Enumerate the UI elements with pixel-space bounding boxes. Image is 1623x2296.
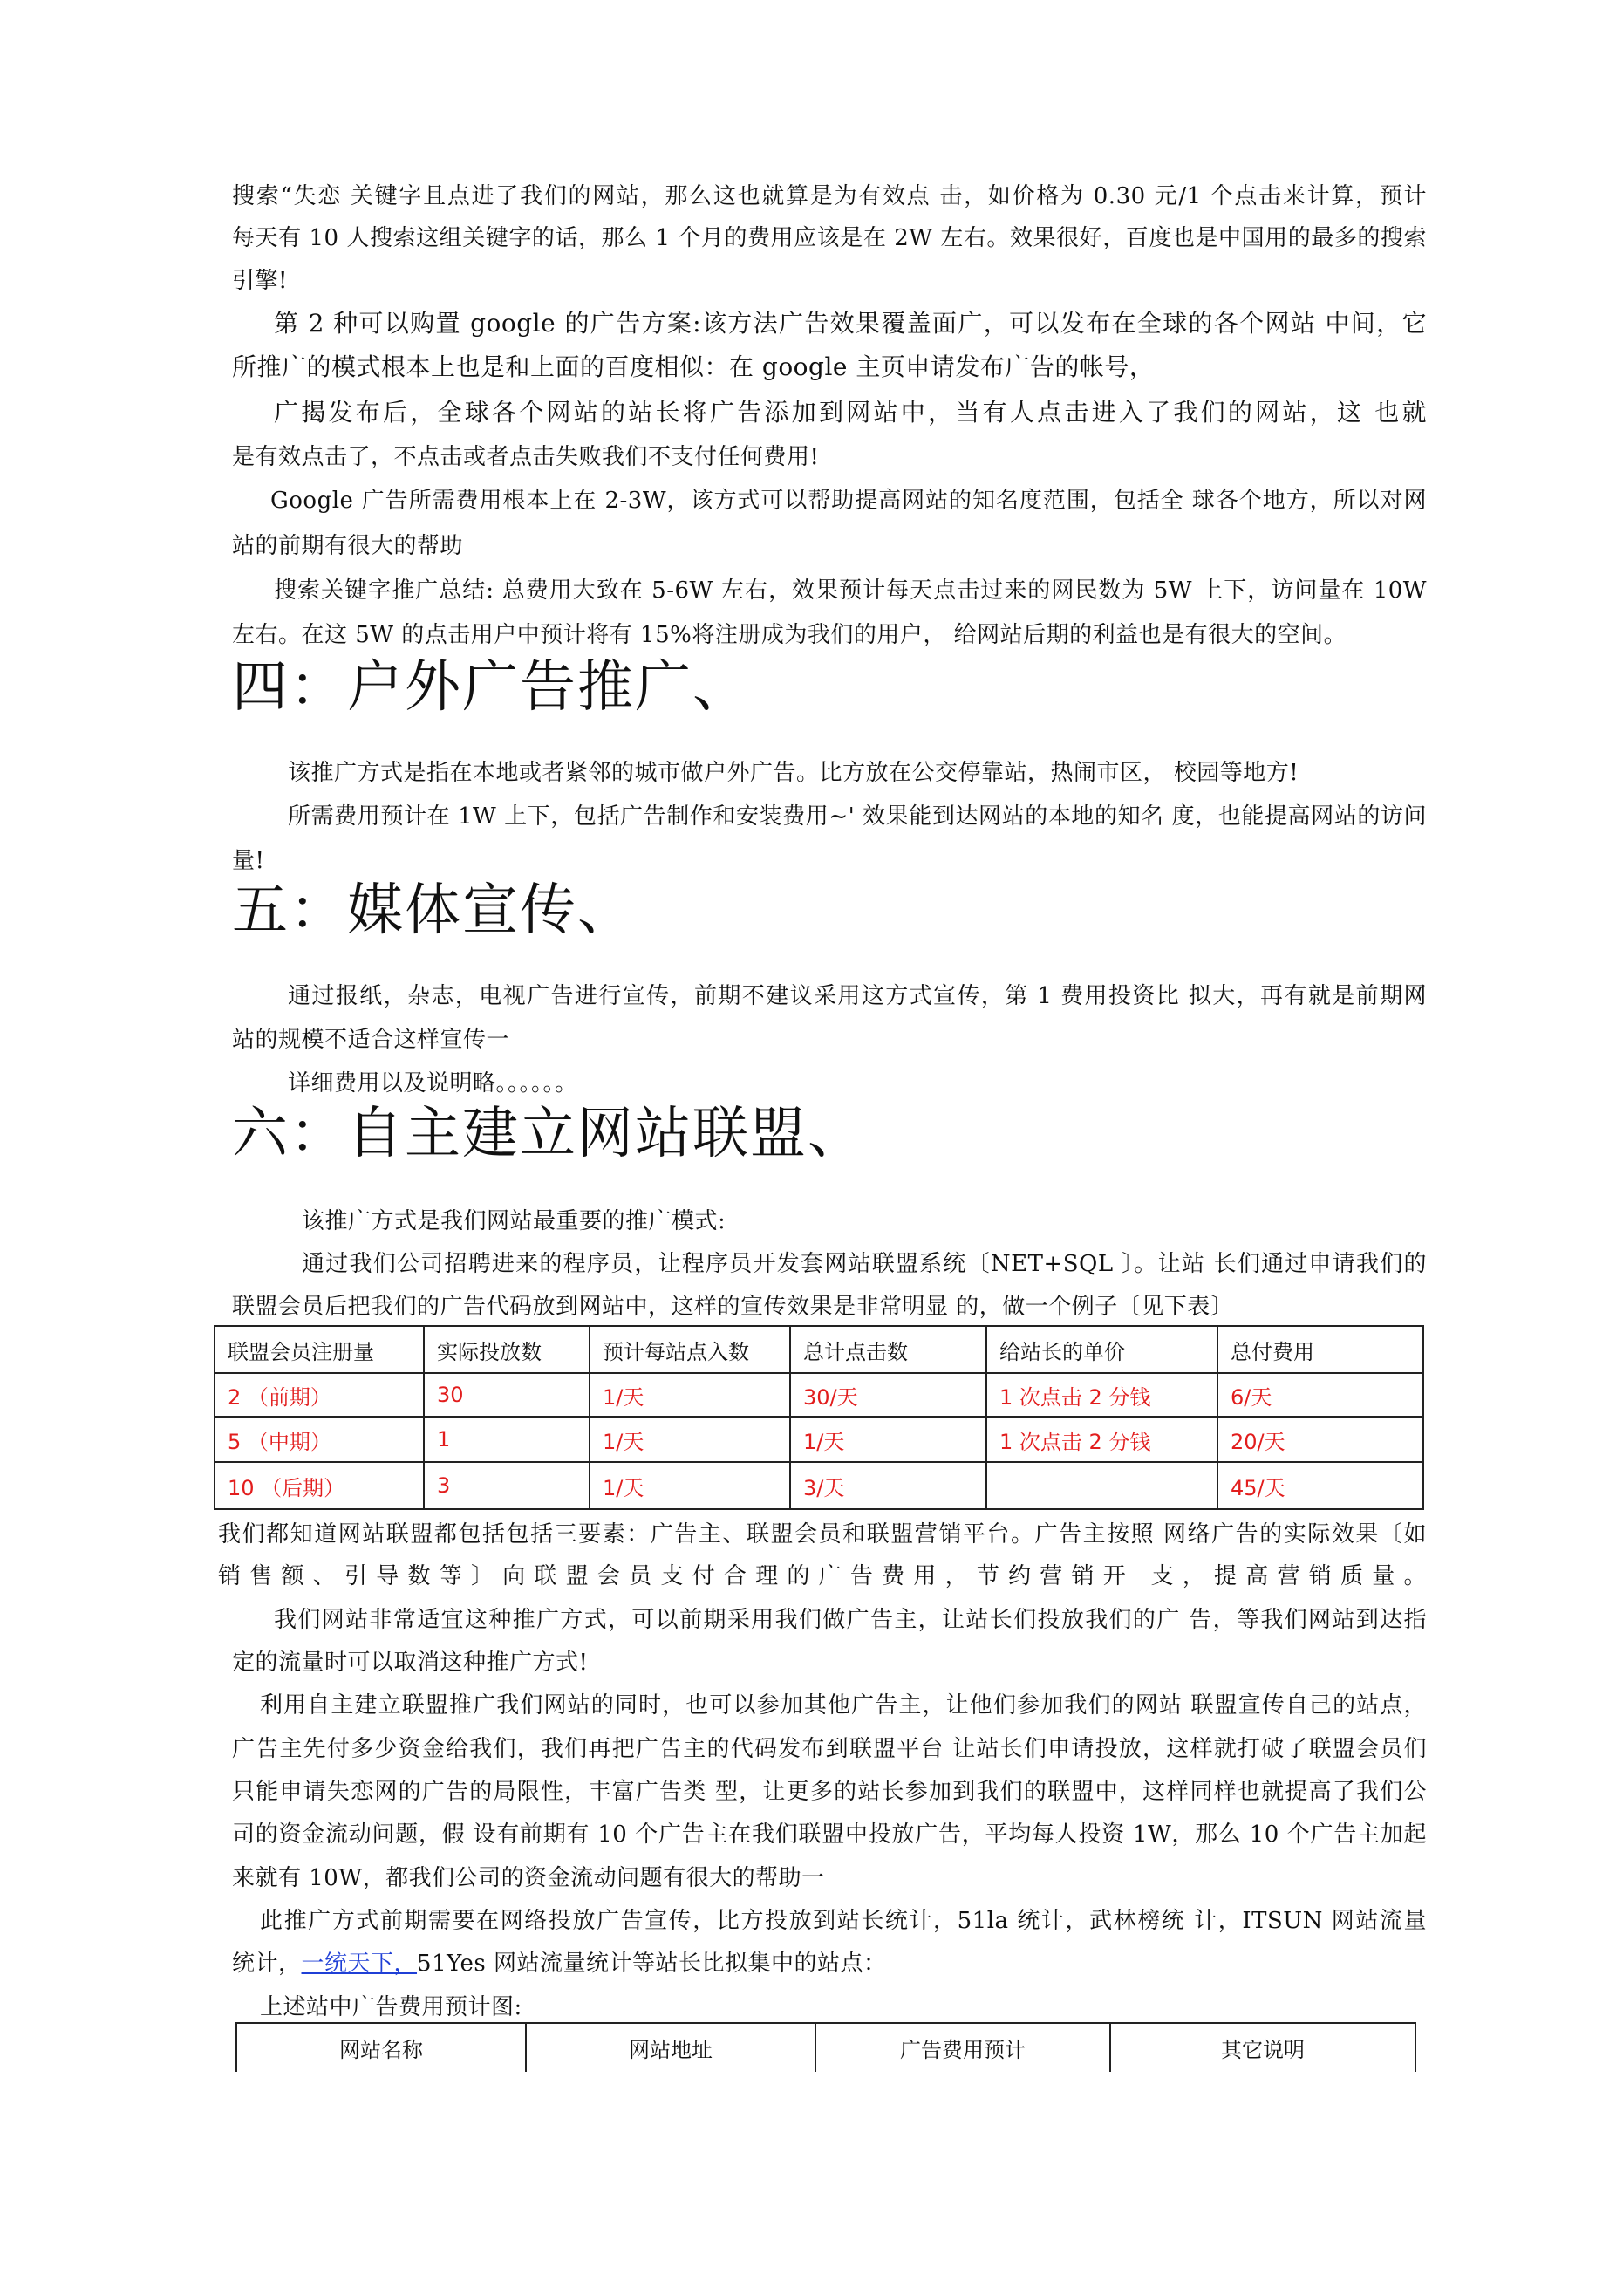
- section-heading-4: 四：户外广告推广、: [232, 655, 750, 720]
- paragraph-line: 此推广方式前期需要在网络投放广告宣传，比方投放到站长统计，51la 统计，武林榜统 计，ITSUN 网站流量: [260, 1908, 1427, 1934]
- table-header-cell: 网站名称: [236, 2023, 526, 2072]
- paragraph-line: 联盟会员后把我们的广告代码放到网站中，这样的宣传效果是非常明显 的，做一个例子〔见下表〕: [232, 1294, 1234, 1320]
- paragraph-line: 该推广方式是指在本地或者紧邻的城市做户外广告。比方放在公交停靠站，热闹市区， 校园等地方!: [288, 760, 1299, 786]
- table-cell: 1: [424, 1417, 590, 1462]
- paragraph-line: 每天有 10 人搜索这组关键字的话，那么 1 个月的费用应该是在 2W 左右。效果很好，百度也是中国用的最多的搜索: [232, 225, 1427, 251]
- table-header-row: [236, 2023, 1415, 2072]
- paragraph-line: 广告主先付多少资金给我们，我们再把广告主的代码发布到联盟平台 让站长们申请投放，这样就打破了联盟会员们: [232, 1736, 1427, 1762]
- table-cell: 30/天: [790, 1373, 986, 1417]
- table-header-cell: 其它说明: [1110, 2023, 1415, 2072]
- table-header-cell: 网站地址: [526, 2023, 815, 2072]
- table-cell: 10 （后期）: [215, 1462, 424, 1509]
- section-heading-5: 五：媒体宣传、: [232, 878, 635, 943]
- table-row: [215, 1462, 1423, 1509]
- table-header-cell: 实际投放数: [424, 1326, 590, 1373]
- table-header-cell: 给站长的单价: [986, 1326, 1217, 1373]
- paragraph-line: 通过报纸，杂志，电视广告进行宣传，前期不建议采用这方式宣传，第 1 费用投资比 拟大，再有就是前期网: [288, 983, 1427, 1009]
- link-suffix: 51Yes 网站流量统计等站长比拟集中的站点：: [417, 1951, 887, 1977]
- table-cell: 30: [424, 1373, 590, 1417]
- paragraph-line: 详细费用以及说明略。。。。。。: [288, 1070, 578, 1097]
- table-header-cell: 广告费用预计: [815, 2023, 1110, 2072]
- paragraph-line: 销售额、引导数等〕向联盟会员支付合理的广告费用，节约营销开 支，提高营销质量。: [218, 1563, 1427, 1589]
- paragraph-line: 第 2 种可以购置 google 的广告方案:该方法广告效果覆盖面广，可以发布在全球的各个网站 中间，它: [274, 309, 1427, 338]
- yitongtianxia-link[interactable]: 一统天下，: [301, 1951, 418, 1977]
- paragraph-line: 定的流量时可以取消这种推广方式!: [232, 1650, 589, 1676]
- table-cell: 45/天: [1217, 1462, 1423, 1509]
- table-header-cell: 预计每站点入数: [590, 1326, 790, 1373]
- paragraph-line: 引擎!: [232, 268, 288, 294]
- paragraph-line: 左右。在这 5W 的点击用户中预计将有 15%将注册成为我们的用户， 给网站后期的利益也是有很大的空间。: [232, 622, 1347, 648]
- table-cell: 1/天: [590, 1462, 790, 1509]
- table2-caption: 上述站中广告费用预计图:: [260, 1994, 522, 2020]
- paragraph-line: 所需费用预计在 1W 上下，包括广告制作和安装费用~' 效果能到达网站的本地的知名 度，也能提高网站的访问: [288, 803, 1427, 830]
- table-header-row: [215, 1326, 1423, 1373]
- table-cell: 6/天: [1217, 1373, 1423, 1417]
- paragraph-line: 只能申请失恋网的广告的局限性，丰富广告类 型，让更多的站长参加到我们的联盟中，这样同样也就提高了我们公: [232, 1779, 1427, 1805]
- paragraph-line: 我们网站非常适宜这种推广方式，可以前期采用我们做广告主，让站长们投放我们的广 告，等我们网站到达指: [274, 1607, 1427, 1633]
- paragraph-line-with-link: [232, 1949, 887, 1978]
- paragraph-line: 所推广的模式根本上也是和上面的百度相似：在 google 主页申请发布广告的帐号，: [232, 352, 1155, 381]
- table-cell: 1/天: [790, 1417, 986, 1462]
- paragraph-line: 是有效点击了，不点击或者点击失败我们不支付任何费用!: [232, 444, 820, 470]
- paragraph-line: 司的资金流动问题，假 设有前期有 10 个广告主在我们联盟中投放广告，平均每人投资 1W，那么 10 个广告主加起: [232, 1821, 1427, 1848]
- paragraph-line: 站的前期有很大的帮助: [232, 533, 464, 559]
- table-header-cell: 总付费用: [1217, 1326, 1423, 1373]
- paragraph-line: 利用自主建立联盟推广我们网站的同时，也可以参加其他广告主，让他们参加我们的网站 联盟宣传自己的站点，: [260, 1692, 1427, 1719]
- site-ad-cost-table: [235, 2022, 1416, 2072]
- table-header-cell: 总计点击数: [790, 1326, 986, 1373]
- paragraph-line: 通过我们公司招聘进来的程序员，让程序员开发套网站联盟系统〔NET+SQL 〕。让站 长们通过申请我们的: [302, 1251, 1427, 1277]
- table-cell: [986, 1462, 1217, 1509]
- link-prefix: 统计，: [232, 1951, 302, 1977]
- paragraph-line: 该推广方式是我们网站最重要的推广模式:: [302, 1208, 726, 1234]
- paragraph-line: Google 广告所需费用根本上在 2-3W，该方式可以帮助提高网站的知名度范围，包括全 球各个地方，所以对网: [270, 488, 1427, 514]
- table-cell: 1/天: [590, 1417, 790, 1462]
- table-cell: 2 （前期）: [215, 1373, 424, 1417]
- table-row: [215, 1373, 1423, 1417]
- paragraph-line: 搜索“失恋 关键字且点进了我们的网站，那么这也就算是为有效点 击，如价格为 0.30 元/1 个点击来计算，预计: [232, 183, 1427, 209]
- table-cell: 1 次点击 2 分钱: [986, 1373, 1217, 1417]
- table-cell: 3/天: [790, 1462, 986, 1509]
- paragraph-line: 搜索关键字推广总结: 总费用大致在 5-6W 左右，效果预计每天点击过来的网民数为 5W 上下，访问量在 10W: [274, 577, 1427, 604]
- alliance-fee-table: [214, 1325, 1424, 1510]
- section-heading-6: 六：自主建立网站联盟、: [232, 1102, 865, 1166]
- paragraph-line: 站的规模不适合这样宣传一: [232, 1027, 510, 1053]
- table-cell: 20/天: [1217, 1417, 1423, 1462]
- table-cell: 1/天: [590, 1373, 790, 1417]
- table-cell: 5 （中期）: [215, 1417, 424, 1462]
- table-header-cell: 联盟会员注册量: [215, 1326, 424, 1373]
- table-row: [215, 1417, 1423, 1462]
- table-cell: 1 次点击 2 分钱: [986, 1417, 1217, 1462]
- paragraph-line: 广揭发布后，全球各个网站的站长将广告添加到网站中，当有人点击进入了我们的网站，这 也就: [274, 398, 1427, 427]
- paragraph-line: 量!: [232, 848, 265, 874]
- paragraph-line: 我们都知道网站联盟都包括包括三要素：广告主、联盟会员和联盟营销平台。广告主按照 网络广告的实际效果〔如: [218, 1521, 1427, 1548]
- paragraph-line: 来就有 10W，都我们公司的资金流动问题有很大的帮助一: [232, 1865, 825, 1891]
- table-cell: 3: [424, 1462, 590, 1509]
